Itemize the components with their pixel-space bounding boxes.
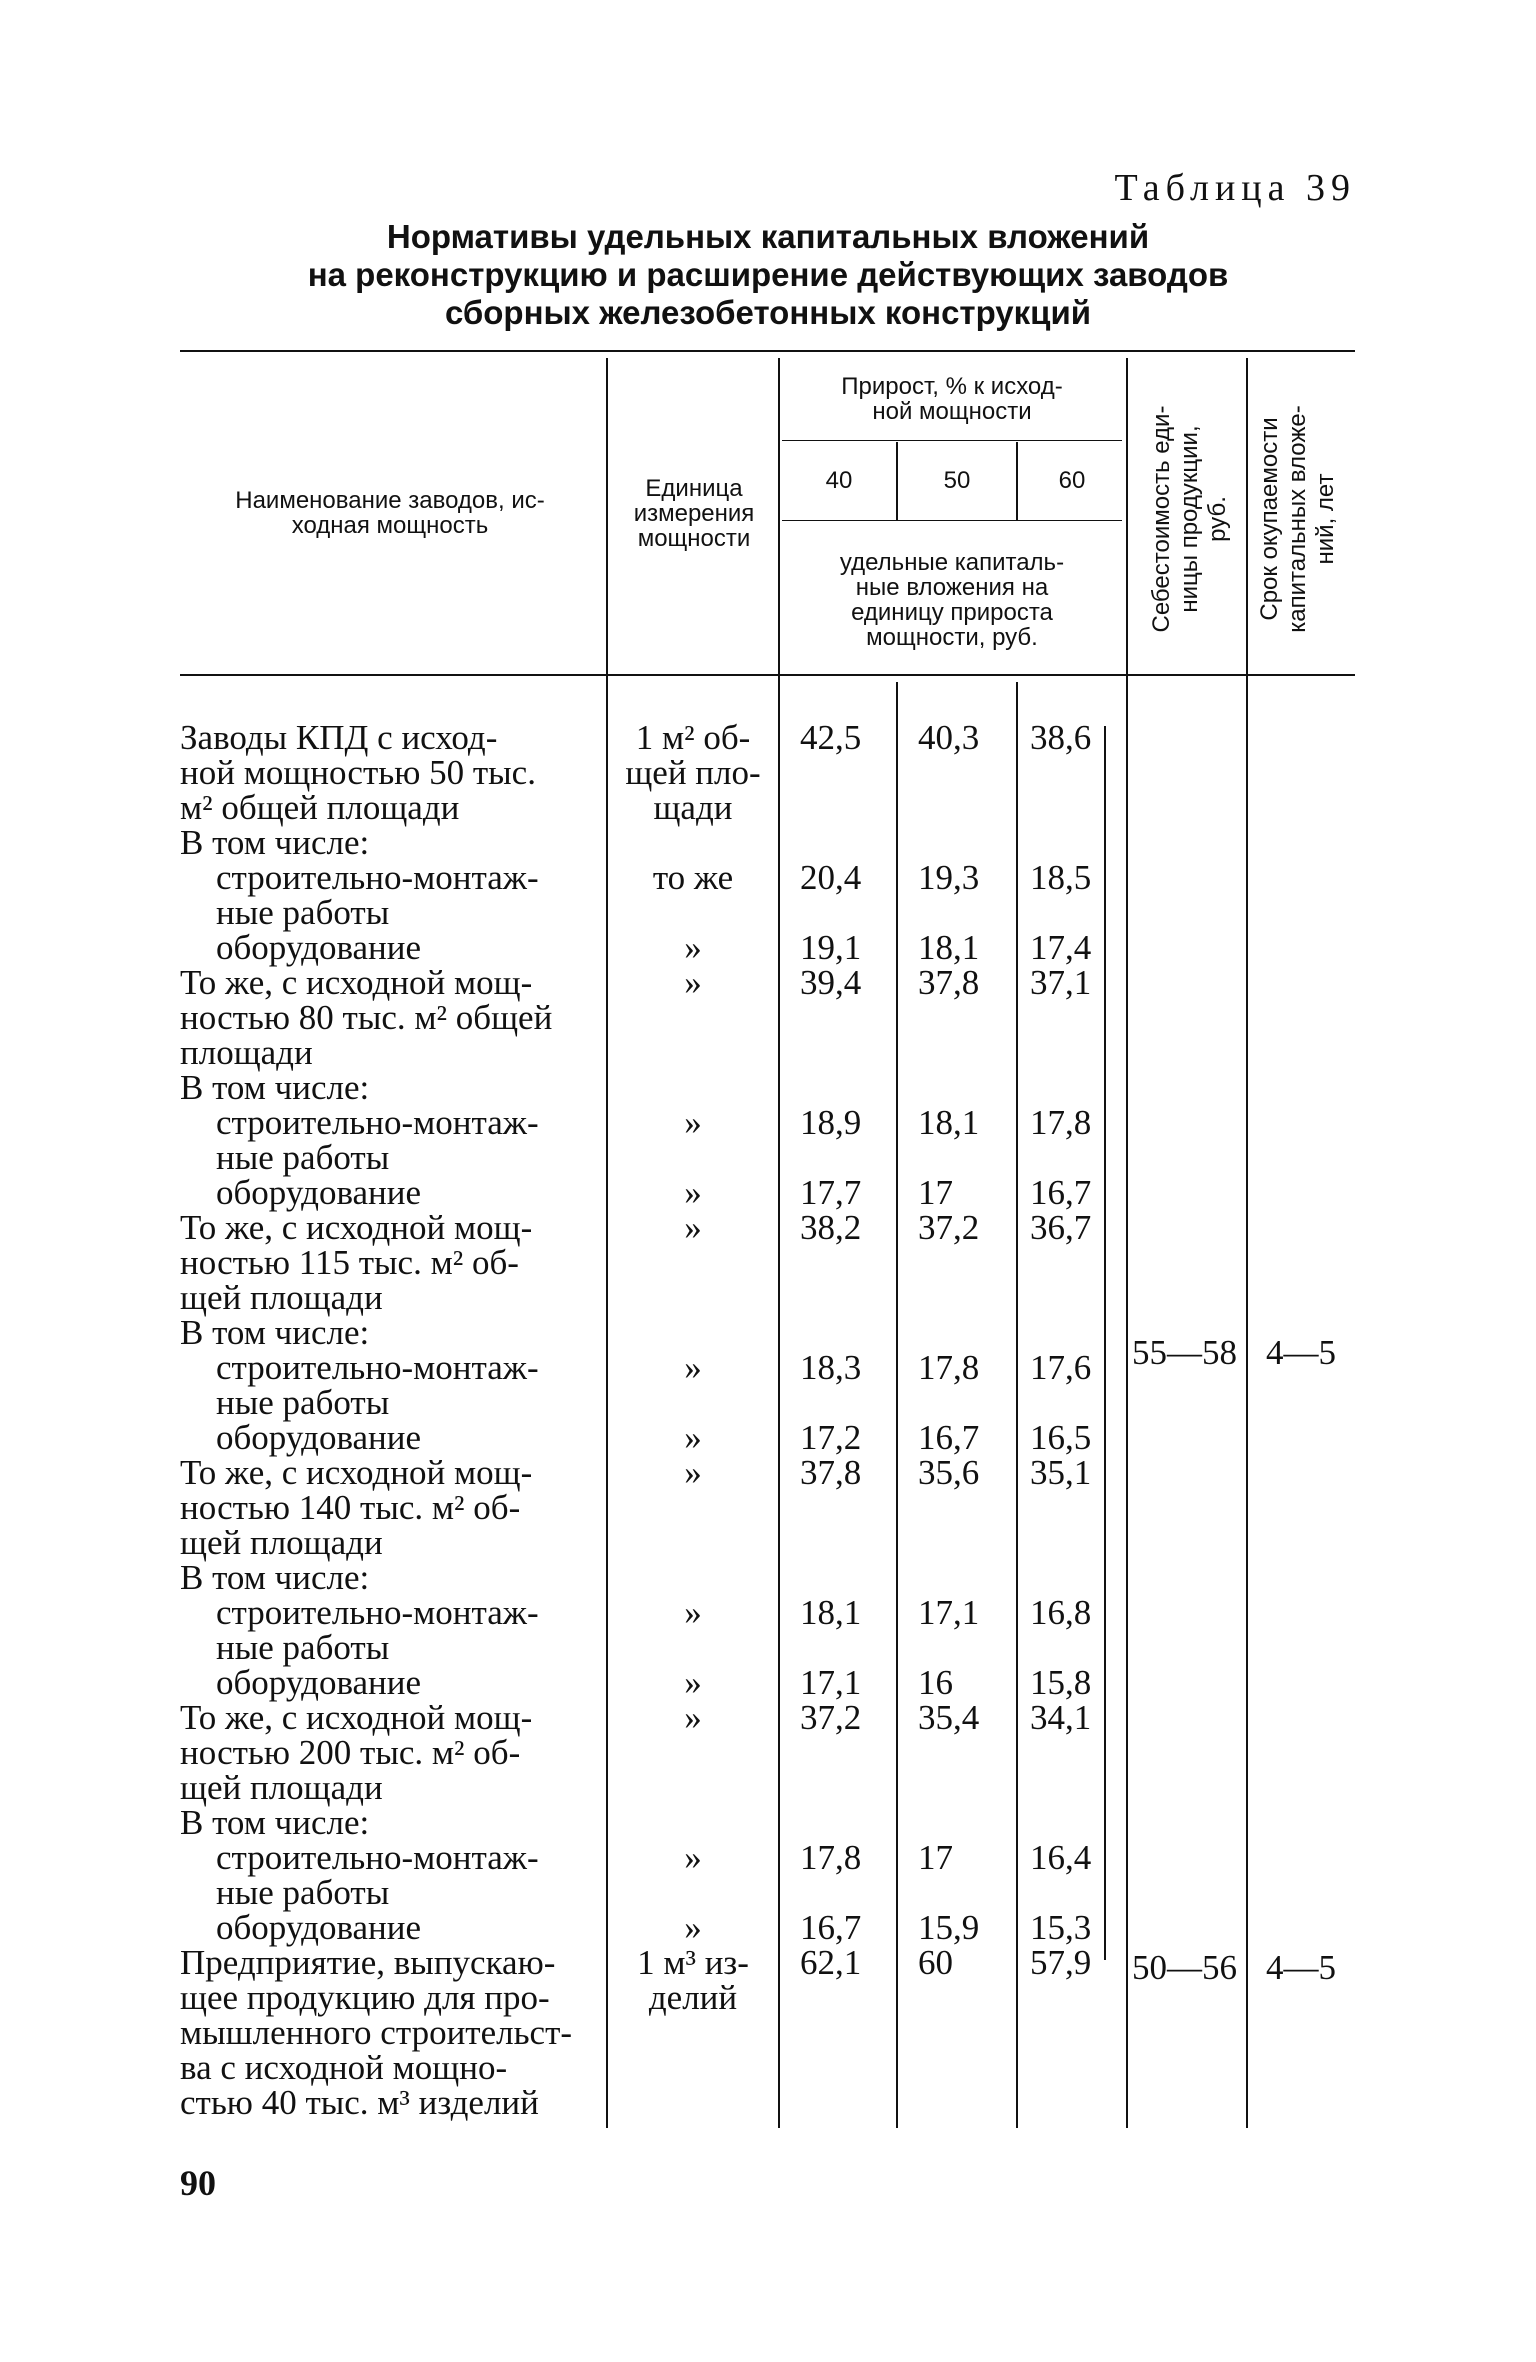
value-50: 17,8: [918, 1348, 980, 1387]
column-rule-payback: [1246, 358, 1248, 2128]
value-40: 19,1: [800, 928, 862, 967]
row-unit: »: [684, 1908, 702, 1947]
row-unit: »: [684, 1453, 702, 1492]
row-name: В том числе:: [180, 1558, 370, 1597]
header-cost: Себестоимость еди- ницы продукции, руб.: [1148, 405, 1231, 633]
value-50: 17,1: [918, 1593, 980, 1632]
row-name: строительно-монтаж- ные работы: [216, 1103, 539, 1177]
value-60: 18,5: [1030, 858, 1092, 897]
row-name: оборудование: [216, 928, 422, 967]
table-title-line-2: на реконструкцию и расширение действующих заводов: [307, 256, 1229, 293]
value-40: 17,7: [800, 1173, 862, 1212]
column-rule-40: [778, 358, 780, 2128]
value-60: 16,5: [1030, 1418, 1092, 1457]
value-50: 17: [918, 1838, 953, 1877]
value-40: 18,1: [800, 1593, 862, 1632]
header-growth: Прирост, % к исход- ной мощности: [841, 373, 1063, 425]
value-50: 37,2: [918, 1208, 980, 1247]
value-40: 37,2: [800, 1698, 862, 1737]
group1-payback: 4—5: [1266, 1333, 1336, 1372]
row-name: Заводы КПД с исход- ной мощностью 50 тыс. м² общей площади: [180, 718, 536, 827]
row-unit: 1 м³ из- делий: [637, 1943, 749, 2017]
value-50: 40,3: [918, 718, 980, 757]
value-60: 34,1: [1030, 1698, 1092, 1737]
row-name: оборудование: [216, 1663, 422, 1702]
value-40: 16,7: [800, 1908, 862, 1947]
row-unit: »: [684, 1103, 702, 1142]
row-unit: »: [684, 1208, 702, 1247]
row-name: В том числе:: [180, 1313, 370, 1352]
value-50: 37,8: [918, 963, 980, 1002]
value-60: 37,1: [1030, 963, 1092, 1002]
row-name: В том числе:: [180, 1068, 370, 1107]
header-unit: Единица измерения мощности: [633, 475, 755, 552]
group2-payback: 4—5: [1266, 1948, 1336, 1987]
value-40: 37,8: [800, 1453, 862, 1492]
row-name: То же, с исходной мощ- ностью 140 тыс. м² об- щей площади: [180, 1453, 533, 1562]
row-unit: 1 м² об- щей пло- щади: [625, 718, 761, 827]
value-40: 38,2: [800, 1208, 862, 1247]
group1-cost: 55—58: [1132, 1333, 1237, 1372]
group2-cost: 50—56: [1132, 1948, 1237, 1987]
header-payback: Срок окупаемости капитальных вложе- ний, лет: [1256, 405, 1339, 633]
row-name: То же, с исходной мощ- ностью 80 тыс. м² общей площади: [180, 963, 553, 1072]
value-40: 39,4: [800, 963, 862, 1002]
row-name: строительно-монтаж- ные работы: [216, 1838, 539, 1912]
value-50: 16: [918, 1663, 953, 1702]
row-name: Предприятие, выпускаю- щее продукцию для про- мышленного строительст- ва с исходной мощно- стью 40 тыс. м³ изделий: [180, 1943, 573, 2122]
header-invest: удельные капиталь- ные вложения на единицу прироста мощности, руб.: [839, 549, 1065, 651]
row-unit: »: [684, 1348, 702, 1387]
value-50: 16,7: [918, 1418, 980, 1457]
header-col-40: 40: [825, 467, 853, 494]
value-50: 35,4: [918, 1698, 980, 1737]
value-40: 42,5: [800, 718, 862, 757]
page-number: 90: [180, 2163, 216, 2203]
value-60: 15,8: [1030, 1663, 1092, 1702]
value-40: 17,2: [800, 1418, 862, 1457]
table-title-line-3: сборных железобетонных конструкций: [444, 294, 1092, 331]
value-60: 38,6: [1030, 718, 1092, 757]
header-col-50: 50: [943, 467, 971, 494]
value-50: 60: [918, 1943, 953, 1982]
value-60: 16,8: [1030, 1593, 1092, 1632]
value-50: 18,1: [918, 1103, 980, 1142]
row-unit: »: [684, 1593, 702, 1632]
row-unit: »: [684, 1663, 702, 1702]
group-brace: [1104, 726, 1106, 1960]
value-40: 18,3: [800, 1348, 862, 1387]
row-unit: »: [684, 1173, 702, 1212]
value-50: 15,9: [918, 1908, 980, 1947]
header-rule-60: [1016, 442, 1018, 520]
row-name: строительно-монтаж- ные работы: [216, 1348, 539, 1422]
row-name: В том числе:: [180, 1803, 370, 1842]
row-unit: »: [684, 1698, 702, 1737]
row-unit: »: [684, 1418, 702, 1457]
value-50: 17: [918, 1173, 953, 1212]
row-unit: то же: [652, 858, 734, 897]
row-name: строительно-монтаж- ные работы: [216, 858, 539, 932]
value-50: 19,3: [918, 858, 980, 897]
value-60: 36,7: [1030, 1208, 1092, 1247]
header-col-60: 60: [1058, 467, 1086, 494]
row-name: строительно-монтаж- ные работы: [216, 1593, 539, 1667]
value-50: 18,1: [918, 928, 980, 967]
column-rule-60: [1016, 682, 1018, 2128]
table-title-line-1: Нормативы удельных капитальных вложений: [386, 218, 1150, 255]
value-60: 16,4: [1030, 1838, 1092, 1877]
value-60: 17,8: [1030, 1103, 1092, 1142]
value-50: 35,6: [918, 1453, 980, 1492]
value-40: 62,1: [800, 1943, 862, 1982]
growth-sub-rule: [782, 440, 1122, 441]
invest-sub-rule: [782, 520, 1122, 521]
row-name: оборудование: [216, 1418, 422, 1457]
header-name: Наименование заводов, ис- ходная мощность: [235, 487, 545, 539]
column-rule-cost: [1126, 358, 1128, 2128]
row-unit: »: [684, 1838, 702, 1877]
header-rule-50: [896, 442, 898, 520]
value-40: 18,9: [800, 1103, 862, 1142]
value-40: 17,8: [800, 1838, 862, 1877]
value-60: 17,6: [1030, 1348, 1092, 1387]
value-60: 35,1: [1030, 1453, 1092, 1492]
table-label: Таблица 39: [1114, 167, 1356, 209]
value-60: 16,7: [1030, 1173, 1092, 1212]
value-60: 57,9: [1030, 1943, 1092, 1982]
row-unit: »: [684, 963, 702, 1002]
value-60: 15,3: [1030, 1908, 1092, 1947]
value-40: 17,1: [800, 1663, 862, 1702]
value-60: 17,4: [1030, 928, 1092, 967]
row-name: В том числе:: [180, 823, 370, 862]
row-name: То же, с исходной мощ- ностью 200 тыс. м² об- щей площади: [180, 1698, 533, 1807]
value-40: 20,4: [800, 858, 862, 897]
row-unit: »: [684, 928, 702, 967]
row-name: оборудование: [216, 1173, 422, 1212]
row-name: оборудование: [216, 1908, 422, 1947]
column-rule-50: [896, 682, 898, 2128]
header-bottom-rule: [180, 674, 1355, 676]
table-top-rule: [180, 350, 1355, 352]
row-name: То же, с исходной мощ- ностью 115 тыс. м² об- щей площади: [180, 1208, 533, 1317]
